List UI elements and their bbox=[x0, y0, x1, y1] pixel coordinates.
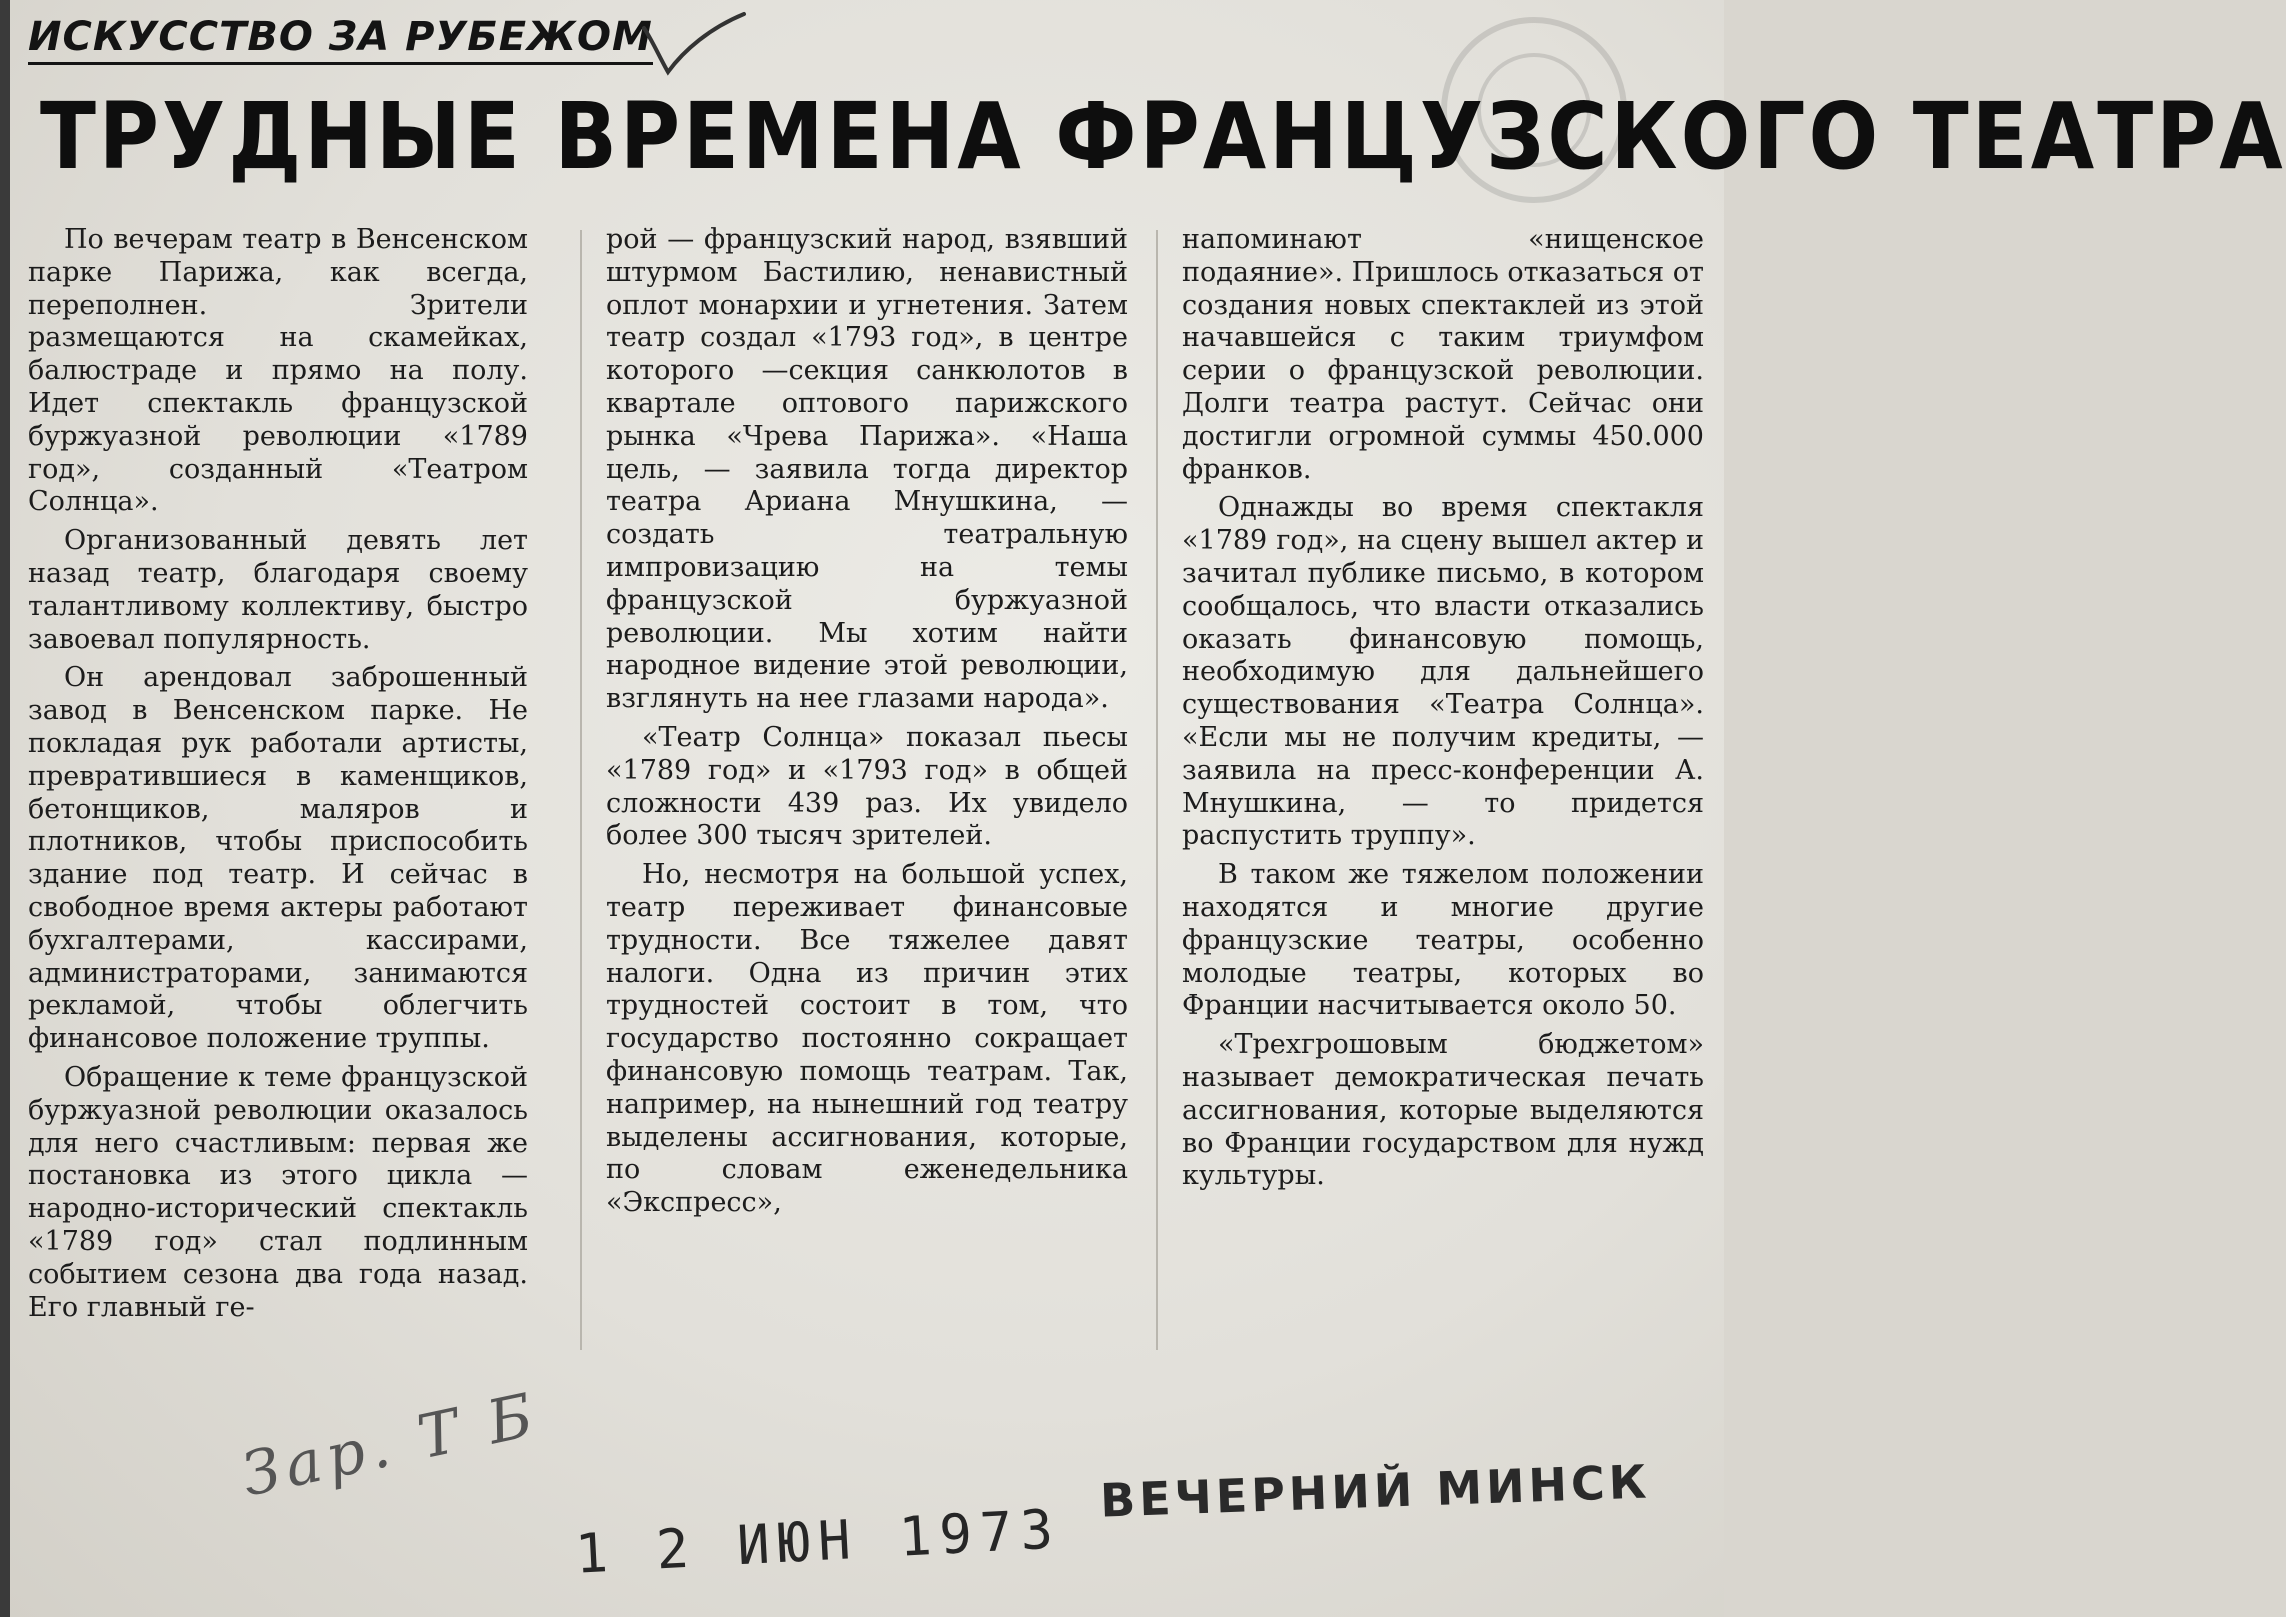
headline: ТРУДНЫЕ ВРЕМЕНА ФРАНЦУЗСКОГО ТЕАТРА bbox=[40, 84, 2286, 191]
article-column-1 bbox=[28, 224, 528, 1330]
newspaper-name-stamp: ВЕЧЕРНИЙ МИНСК bbox=[1099, 1454, 1652, 1528]
paragraph: В таком же тяжелом положении находятся и многие другие французские театры, особенно молодые театры, которых во Франции насчитывается около 50. bbox=[1182, 859, 1704, 1022]
paragraph: рой — французский народ, взявший штурмом Бастилию, ненавистный оплот монархии и угнетения. Затем театр создал «1793 год», в центре которого —секция санкюлотов в квартале оптового парижского рынка «Чрева Парижа». «Наша цель, — заявила тогда директор театра Ариана Мнушкина, —создать театральную импровизацию на темы французской буржуазной революции. Мы хотим найти народное видение этой революции, взглянуть на нее глазами народа». bbox=[606, 224, 1128, 715]
paragraph: «Театр Солнца» показал пьесы «1789 год» и «1793 год» в общей сложности 439 раз. Их увидело более 300 тысяч зрителей. bbox=[606, 721, 1128, 852]
paragraph: «Трехгрошовым бюджетом» называет демократическая печать ассигнования, которые выделяются во Франции государством для нужд культуры. bbox=[1182, 1029, 1704, 1192]
rubric-heading: ИСКУССТВО ЗА РУБЕЖОМ bbox=[28, 14, 653, 65]
checkmark-icon bbox=[640, 10, 750, 80]
handwritten-note: Зар. Т Б bbox=[236, 1379, 545, 1511]
page-edge bbox=[0, 0, 10, 1617]
paragraph: Но, несмотря на большой успех, театр переживает финансовые трудности. Все тяжелее давят налоги. Одна из причин этих трудностей состоит в том, что государство постоянно сокращает финансовую помощь театрам. Так, например, на нынешний год театру выделены ассигнования, которые, по словам еженедельника «Экспресс», bbox=[606, 859, 1128, 1219]
paragraph: Обращение к теме французской буржуазной революции оказалось для него счастливым: первая же постановка из этого цикла — народно-исторический спектакль «1789 год» стал подлинным событием сезона два года назад. Его главный ге- bbox=[28, 1061, 528, 1323]
paragraph: напоминают «нищенское подаяние». Пришлось отказаться от создания новых спектаклей из этой начавшейся с таким триумфом серии о французской революции. Долги театра растут. Сейчас они достигли огромной суммы 450.000 франков. bbox=[1182, 224, 1704, 485]
article-column-3 bbox=[1182, 224, 1704, 1199]
paragraph: По вечерам театр в Венсенском парке Парижа, как всегда, переполнен. Зрители размещаются на скамейках, балюстраде и прямо на полу. Идет спектакль французской буржуазной революции «1789 год», созданный «Театром Солнца». bbox=[28, 224, 528, 518]
paragraph: Однажды во время спектакля «1789 год», на сцену вышел актер и зачитал публике письмо, в котором сообщалось, что власти отказались оказать финансовую помощь, необходимую для дальнейшего существования «Театра Солнца». «Если мы не получим кредиты, — заявила на пресс-конференции А. Мнушкина, — то придется распустить труппу». bbox=[1182, 492, 1704, 852]
date-stamp: 1 2 ИЮН 1973 bbox=[573, 1497, 1063, 1586]
paragraph: Организованный девять лет назад театр, благодаря своему талантливому коллективу, быстро завоевал популярность. bbox=[28, 525, 528, 655]
paragraph: Он арендовал заброшенный завод в Венсенском парке. Не покладая рук работали артисты, превратившиеся в каменщиков, бетонщиков, маляров и плотников, чтобы приспособить здание под театр. И сейчас в свободное время актеры работают бухгалтерами, кассирами, администраторами, занимаются рекламой, чтобы облегчить финансовое положение труппы. bbox=[28, 662, 528, 1055]
article-column-2 bbox=[606, 224, 1128, 1226]
column-divider bbox=[1156, 230, 1158, 1350]
column-divider bbox=[580, 230, 582, 1350]
